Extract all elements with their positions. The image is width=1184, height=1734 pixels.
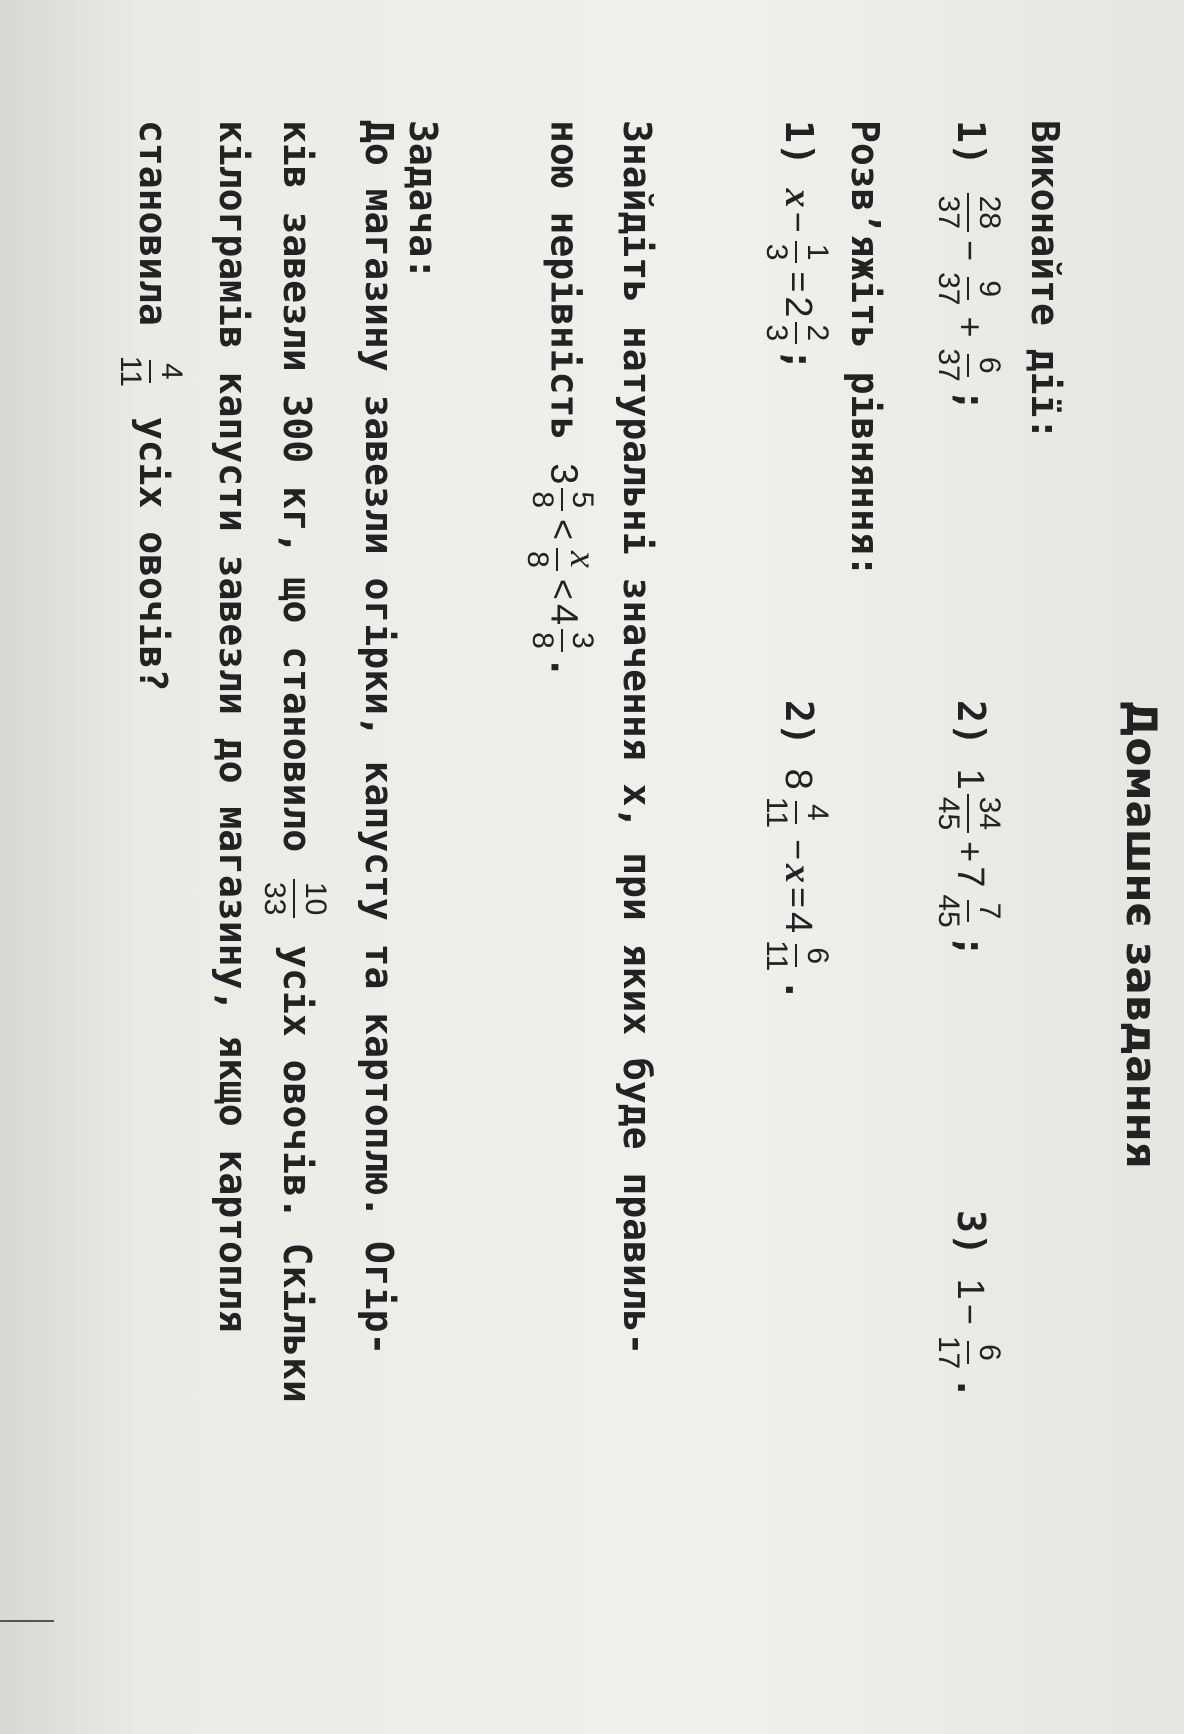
- fraction: 4 11: [760, 796, 834, 828]
- equation-2-label: 2): [777, 700, 821, 746]
- task-line2: ків завезли 300 кг, що становило 10 33 усіх овочів. Скільки: [258, 120, 332, 1403]
- task-line1: До магазину завезли огірки, капусту та картоплю. Огір-: [357, 120, 401, 1356]
- fraction: 10 33: [257, 879, 332, 918]
- exercise-2: 2) 1 34 45 +7 7 45 ;: [932, 700, 1006, 958]
- exercise-3-label: 3): [949, 1210, 993, 1256]
- task-line3: кілограмів капусти завезли до магазину, якщо картопля: [211, 120, 255, 1333]
- task-line4: становила 4 11 усіх овочів?: [114, 120, 188, 692]
- section3-line1: Знайдіть натуральні значення x, при яких буде правиль-: [615, 120, 659, 1356]
- exercise-2-label: 2): [949, 700, 993, 746]
- fraction: 6 11: [760, 940, 834, 972]
- section1-heading: Виконайте дії:: [1023, 120, 1067, 441]
- equation-1-label: 1): [777, 120, 821, 166]
- fraction: 34 45: [931, 794, 1006, 833]
- fraction: 6 37: [932, 348, 1006, 382]
- section3-line2: ною нерівність 3 5 8 < x 8 <4 3 8 .: [521, 120, 604, 679]
- fraction: 4 11: [114, 355, 188, 387]
- exercise-1: 1) 28 37 − 9 37 + 6 37 ;: [932, 120, 1006, 412]
- fraction: x 8: [520, 548, 604, 571]
- fraction: 28 37: [931, 193, 1006, 232]
- fraction: 9 37: [932, 272, 1006, 306]
- exercise-1-label: 1): [949, 120, 993, 166]
- fraction: 3 8: [524, 629, 599, 652]
- fraction: 6 17: [932, 1335, 1006, 1370]
- fraction: 7 45: [932, 894, 1006, 928]
- fraction: 5 8: [524, 488, 599, 511]
- section2-heading: Розв’яжіть рівняння:: [843, 120, 887, 578]
- equation-2: 2) 8 4 11 −x=4 6 11 .: [760, 700, 834, 1002]
- fraction: 1 3: [759, 241, 834, 264]
- pencil-mark: [0, 1620, 54, 1622]
- fraction: 2 3: [759, 322, 834, 345]
- equation-1: 1) x− 1 3 =2 2 3 ;: [760, 120, 834, 372]
- task-heading: Задача:: [401, 120, 445, 281]
- page-title: Домашнє завдання: [1117, 700, 1166, 1169]
- exercise-3: 3) 1− 6 17 .: [932, 1210, 1006, 1400]
